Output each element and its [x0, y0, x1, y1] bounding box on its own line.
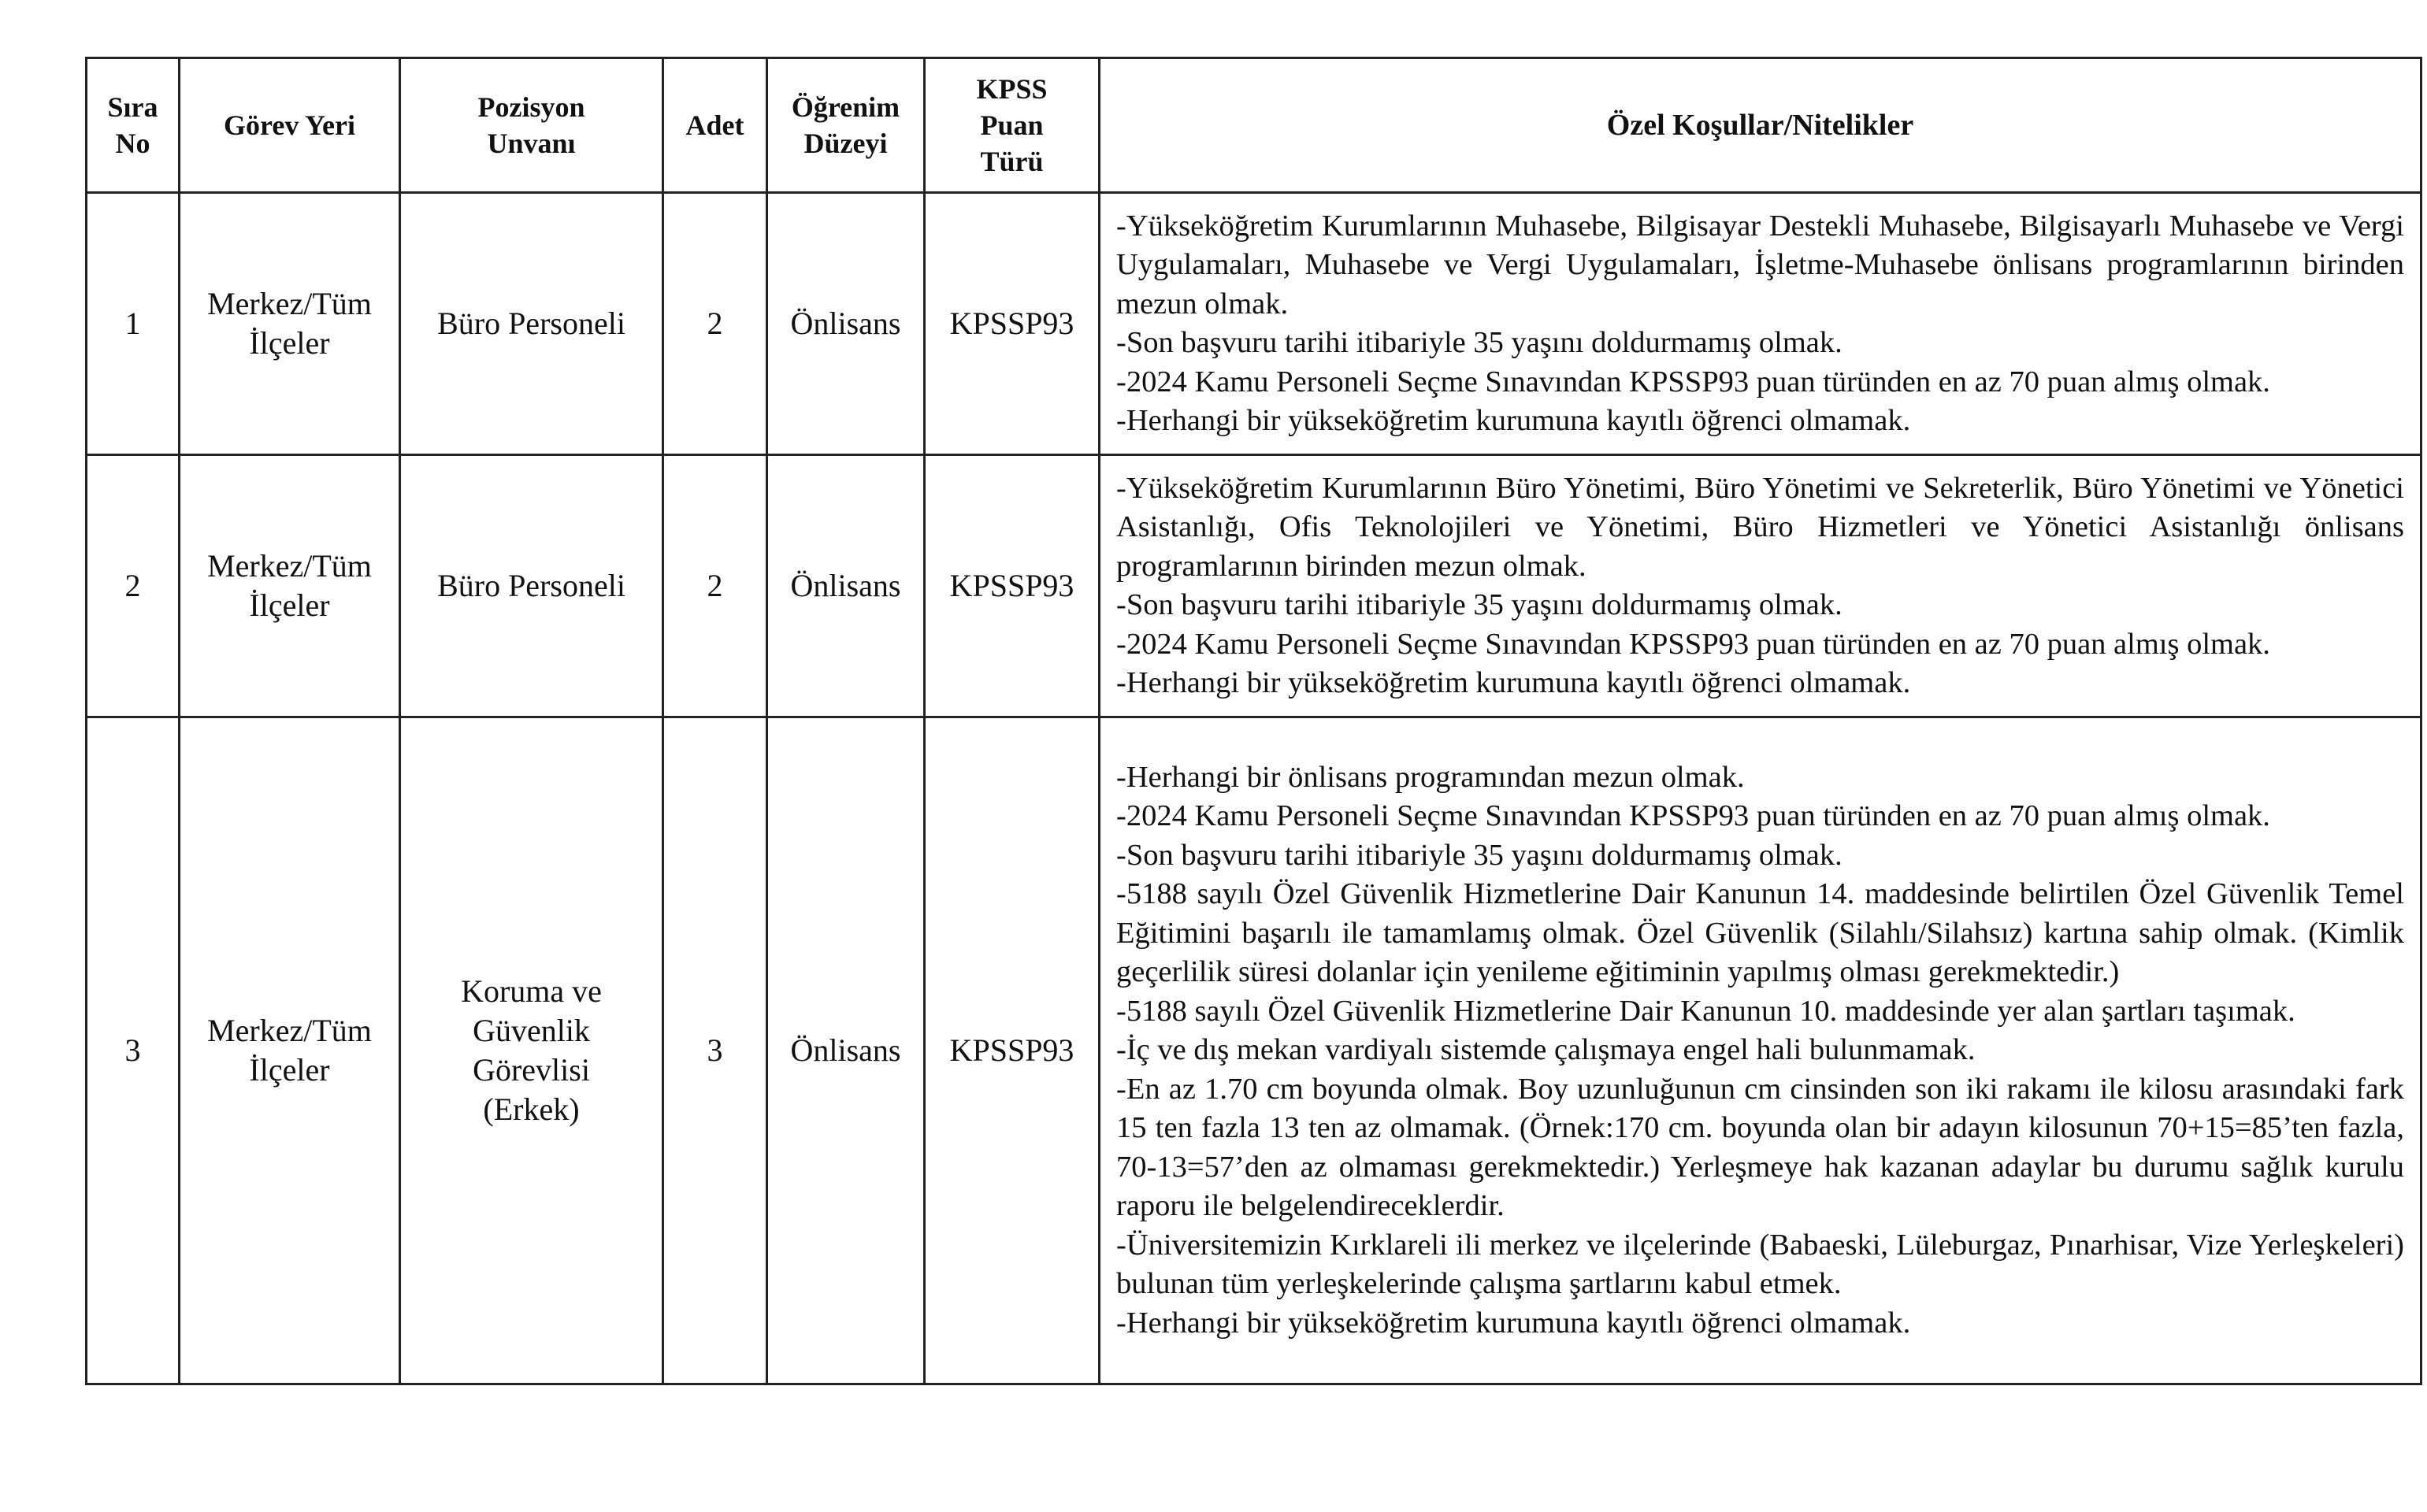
condition-item: -En az 1.70 cm boyunda olmak. Boy uzunluğunun cm cinsinden son iki rakamı ile kilosu arasındaki fark 15 ten fazla 13 ten az olmamak. (Örnek:170 cm. boyunda olan bir adayın kilosunun 70+15=85’ten fazla, 70-13=57’den az olmaması gerekmektedir.) Yerleşmeye hak kazanan adaylar bu durumu sağlık kurulu raporu ile belgelendireceklerdir. — [1116, 1072, 2404, 1223]
cell-kpss: KPSSP93 — [925, 193, 1100, 455]
header-ozel-kosullar: Özel Koşullar/Nitelikler — [1100, 58, 2421, 193]
condition-item: -2024 Kamu Personeli Seçme Sınavından KPSSP93 puan türünden en az 70 puan almış olmak. — [1116, 365, 2270, 398]
condition-item: -Son başvuru tarihi itibariyle 35 yaşını doldurmamış olmak. — [1116, 588, 1843, 621]
cell-adet: 2 — [663, 193, 767, 455]
cell-pozisyon: Koruma ve Güvenlik Görevlisi (Erkek) — [400, 717, 663, 1384]
cell-kpss: KPSSP93 — [925, 455, 1100, 717]
header-adet: Adet — [663, 58, 767, 193]
condition-item: -Son başvuru tarihi itibariyle 35 yaşını doldurmamış olmak. — [1116, 838, 1843, 872]
positions-table — [85, 57, 2422, 1385]
cell-sira: 2 — [87, 455, 180, 717]
cell-ogrenim: Önlisans — [767, 717, 925, 1384]
condition-item: -5188 sayılı Özel Güvenlik Hizmetlerine Dair Kanunun 14. maddesinde belirtilen Özel Güvenlik Temel Eğitimini başarılı ile tamamlamış olmak. Özel Güvenlik (Silahlı/Silahsız) kartına sahip olmak. (Kimlik geçerlilik süresi dolanlar için yenileme eğitiminin yapılmış olması gerekmektedir.) — [1116, 877, 2404, 989]
cell-sira: 1 — [87, 193, 180, 455]
header-gorev-yeri: Görev Yeri — [180, 58, 400, 193]
condition-item: -Son başvuru tarihi itibariyle 35 yaşını doldurmamış olmak. — [1116, 326, 1843, 359]
condition-item: -5188 sayılı Özel Güvenlik Hizmetlerine Dair Kanunun 10. maddesinde yer alan şartları taşımak. — [1116, 994, 2295, 1028]
condition-item: -Yükseköğretim Kurumlarının Muhasebe, Bilgisayar Destekli Muhasebe, Bilgisayarlı Muhasebe ve Vergi Uygulamaları, Muhasebe ve Vergi Uygulamaları, İşletme-Muhasebe önlisans programlarının birinden mezun olmak. — [1116, 209, 2404, 321]
condition-item: -Herhangi bir önlisans programından mezun olmak. — [1116, 760, 1745, 794]
cell-conditions — [1100, 455, 2421, 717]
cell-ogrenim: Önlisans — [767, 193, 925, 455]
cell-pozisyon: Büro Personeli — [400, 193, 663, 455]
header-sira-no: Sıra No — [87, 58, 180, 193]
condition-item: -Herhangi bir yükseköğretim kurumuna kayıtlı öğrenci olmamak. — [1116, 1306, 1911, 1340]
condition-item: -Herhangi bir yükseköğretim kurumuna kayıtlı öğrenci olmamak. — [1116, 404, 1911, 437]
condition-item: -Yükseköğretim Kurumlarının Büro Yönetimi, Büro Yönetimi ve Sekreterlik, Büro Yönetimi ve Yönetici Asistanlığı, Ofis Teknolojileri ve Yönetimi, Büro Hizmetleri ve Yönetici Asistanlığı önlisans programlarının birinden mezun olmak. — [1116, 471, 2404, 583]
cell-pozisyon: Büro Personeli — [400, 455, 663, 717]
header-ogrenim-duzeyi: Öğrenim Düzeyi — [767, 58, 925, 193]
cell-gorev-yeri: Merkez/Tüm İlçeler — [180, 717, 400, 1384]
cell-conditions — [1100, 193, 2421, 455]
cell-adet: 2 — [663, 455, 767, 717]
condition-item: -2024 Kamu Personeli Seçme Sınavından KPSSP93 puan türünden en az 70 puan almış olmak. — [1116, 799, 2270, 833]
header-row — [87, 58, 2421, 193]
table-row — [87, 717, 2421, 1384]
header-kpss-puan-turu: KPSS Puan Türü — [925, 58, 1100, 193]
condition-item: -Üniversitemizin Kırklareli ili merkez ve ilçelerinde (Babaeski, Lüleburgaz, Pınarhisar, Vize Yerleşkeleri) bulunan tüm yerleşkelerinde çalışma şartlarını kabul etmek. — [1116, 1228, 2404, 1301]
cell-ogrenim: Önlisans — [767, 455, 925, 717]
cell-adet: 3 — [663, 717, 767, 1384]
table-row — [87, 455, 2421, 717]
cell-kpss: KPSSP93 — [925, 717, 1100, 1384]
cell-sira: 3 — [87, 717, 180, 1384]
header-pozisyon-unvani: Pozisyon Unvanı — [400, 58, 663, 193]
table-row — [87, 193, 2421, 455]
condition-item: -Herhangi bir yükseköğretim kurumuna kayıtlı öğrenci olmamak. — [1116, 666, 1911, 699]
condition-item: -2024 Kamu Personeli Seçme Sınavından KPSSP93 puan türünden en az 70 puan almış olmak. — [1116, 627, 2270, 661]
cell-conditions — [1100, 717, 2421, 1384]
condition-item: -İç ve dış mekan vardiyalı sistemde çalışmaya engel hali bulunmamak. — [1116, 1033, 1976, 1067]
cell-gorev-yeri: Merkez/Tüm İlçeler — [180, 193, 400, 455]
cell-gorev-yeri: Merkez/Tüm İlçeler — [180, 455, 400, 717]
